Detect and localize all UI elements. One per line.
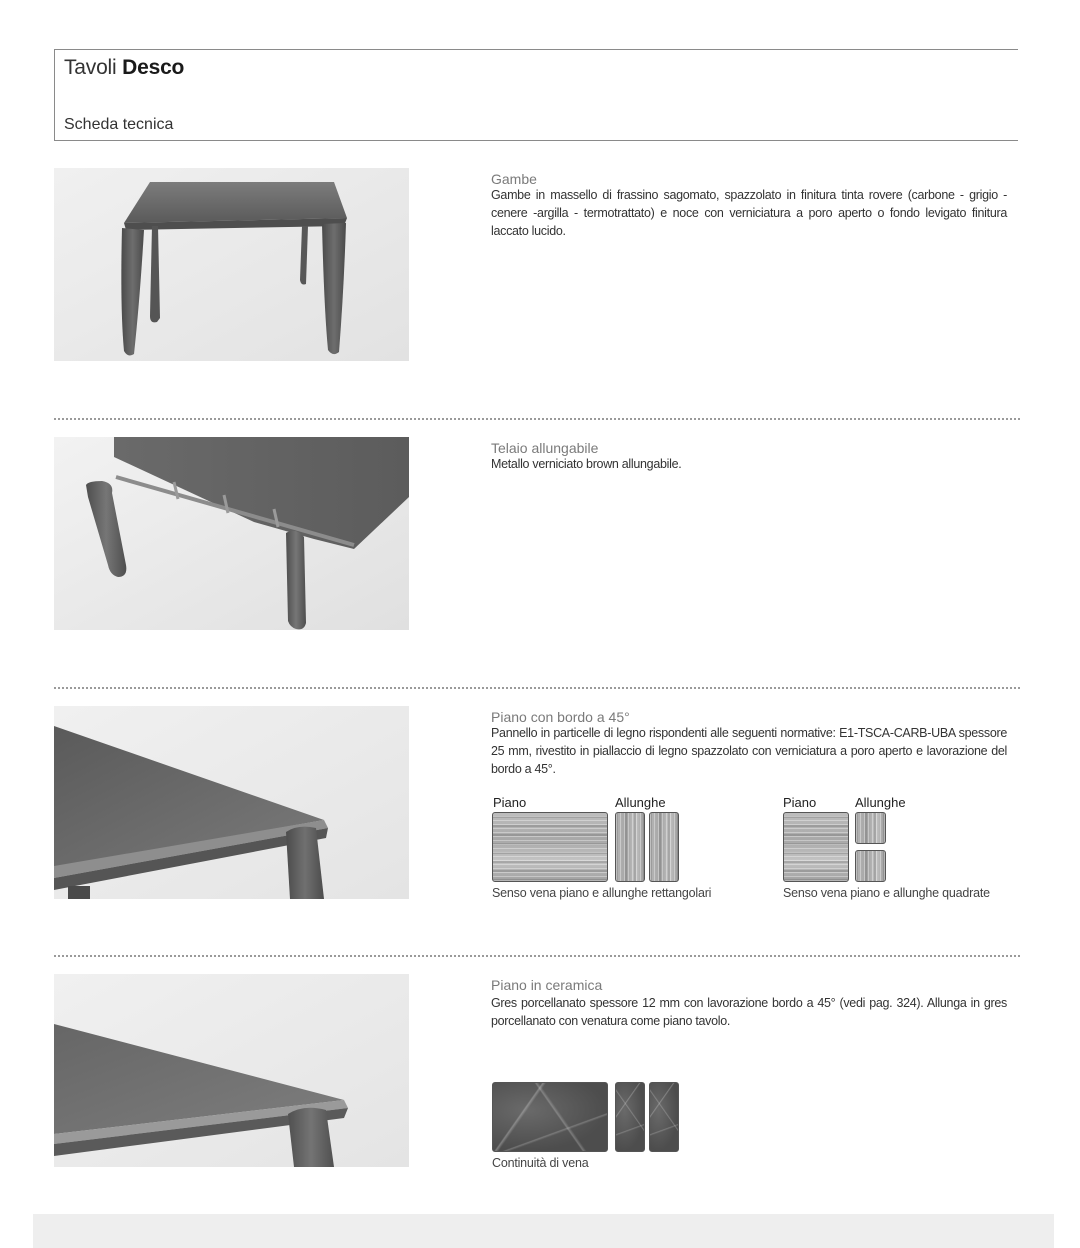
section-title-piano-bordo: Piano con bordo a 45° xyxy=(491,709,630,725)
label-piano: Piano xyxy=(783,795,817,810)
caption-continuity: Continuità di vena xyxy=(492,1156,589,1170)
table-legs-photo xyxy=(54,168,409,361)
dotted-separator xyxy=(54,418,1020,420)
section-title-gambe: Gambe xyxy=(491,171,537,187)
label-allunghe: Allunghe xyxy=(615,795,666,810)
header-box xyxy=(54,49,1018,141)
ceramic-extension-swatch xyxy=(615,1082,645,1152)
ceramic-top-photo xyxy=(54,974,409,1167)
extendable-frame-photo xyxy=(54,437,409,630)
ceramic-top-swatch xyxy=(492,1082,608,1152)
page-title: Tavoli Desco xyxy=(64,56,185,79)
wood-extension-swatch xyxy=(649,812,679,882)
wood-top-edge-photo xyxy=(54,706,409,899)
wood-top-swatch xyxy=(783,812,849,882)
wood-extension-swatch xyxy=(615,812,645,882)
label-allunghe: Allunghe xyxy=(855,795,906,810)
section-text-piano-bordo: Pannello in particelle di legno rispondenti alle seguenti normative: E1-TSCA-CARB-UBA spessore 25 mm, rivestito in piallaccio di legno spazzolato con verniciatura a poro aperto e lavorazione del bordo a 45°. xyxy=(491,726,1007,776)
footer-bar xyxy=(33,1214,1054,1248)
ceramic-extension-swatch xyxy=(649,1082,679,1152)
section-text-ceramica: Gres porcellanato spessore 12 mm con lavorazione bordo a 45° (vedi pag. 324). Allunga in gres porcellanato con venatura come piano tavolo. xyxy=(491,996,1007,1028)
section-title-telaio: Telaio allungabile xyxy=(491,440,599,456)
wood-top-swatch xyxy=(492,812,608,882)
caption-square: Senso vena piano e allunghe quadrate xyxy=(783,886,990,900)
page-subtitle: Scheda tecnica xyxy=(64,116,174,133)
dotted-separator xyxy=(54,687,1020,689)
caption-rectangular: Senso vena piano e allunghe rettangolari xyxy=(492,886,712,900)
section-text-telaio: Metallo verniciato brown allungabile. xyxy=(491,457,682,471)
dotted-separator xyxy=(54,955,1020,957)
wood-extension-swatch xyxy=(855,812,886,844)
section-title-ceramica: Piano in ceramica xyxy=(491,977,603,993)
label-piano: Piano xyxy=(493,795,527,810)
section-text-gambe: Gambe in massello di frassino sagomato, spazzolato in finitura tinta rovere (carbone - grigio - cenere -argilla - termotrattato) e noce con verniciatura a poro aperto o fondo levigato finitura laccato lucido. xyxy=(491,188,1007,238)
wood-extension-swatch xyxy=(855,850,886,882)
